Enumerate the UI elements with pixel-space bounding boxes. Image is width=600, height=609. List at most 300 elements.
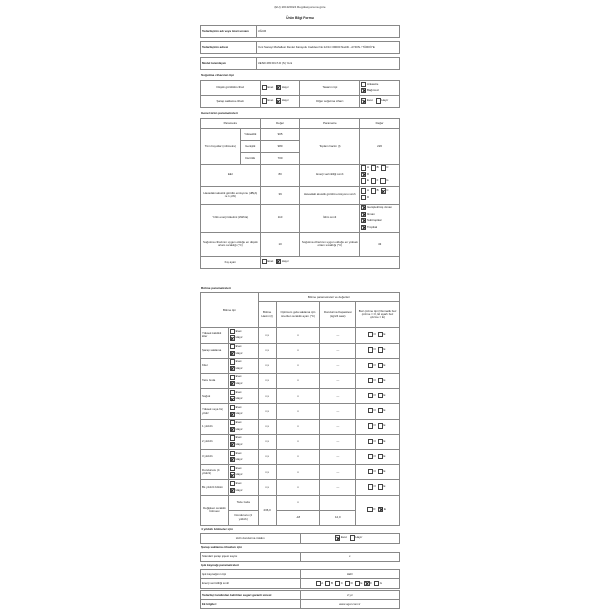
defrost-e-option <box>378 332 386 337</box>
defrost-o-checkbox[interactable] <box>368 378 373 383</box>
width-value: 980 <box>260 140 300 152</box>
energy-class-e-checkbox[interactable] <box>361 178 366 183</box>
option-label: Genişletilmiş ılıman <box>366 205 393 210</box>
option-label: Hayır <box>281 258 289 263</box>
compartment-defrost <box>356 404 400 419</box>
height-label: Yükseklik <box>240 128 260 140</box>
option-label: Evet <box>235 450 242 455</box>
compartment-section: Bölme parametreleri <box>201 285 231 290</box>
defrost-o-checkbox[interactable] <box>367 507 372 512</box>
compartment-row <box>201 404 400 419</box>
energy-class-c-checkbox[interactable] <box>381 165 389 170</box>
defrost-e-checkbox[interactable] <box>378 454 383 459</box>
defrost-o-option <box>368 469 376 474</box>
defrost-o-option <box>368 363 376 368</box>
compartment-name: Dondurucu (4 yıldızlı) <box>201 465 229 480</box>
climate-options <box>360 204 400 232</box>
defrost-o-checkbox[interactable] <box>368 393 373 398</box>
defrost-o-option <box>368 423 376 428</box>
volume-value: 226 <box>360 128 400 164</box>
option-label: A <box>321 580 324 585</box>
defrost-e-option <box>378 423 386 428</box>
compartment-yes-option <box>230 359 242 364</box>
option-label: Evet <box>235 420 242 425</box>
compartment-no-checkbox[interactable] <box>230 396 235 401</box>
variable-freeze2: 12,0 <box>320 510 356 525</box>
variable-defrost <box>356 495 400 525</box>
option-label: E <box>383 392 386 397</box>
noise-class-d-checkbox[interactable] <box>361 195 366 200</box>
light-class-g-option <box>374 581 382 586</box>
compartment-freeze: — <box>320 328 356 343</box>
compartment-no-checkbox[interactable] <box>230 488 235 493</box>
noise-value: 39 <box>260 186 300 204</box>
option-label: Evet <box>340 535 347 540</box>
cooling-type-table <box>200 80 400 108</box>
low-noise-label: Düşük gürültülü cihaz <box>201 81 261 96</box>
wine-section: Şarap saklama cihazları için <box>201 545 243 550</box>
compartment-yes-option <box>230 375 242 380</box>
compartment-row <box>201 389 400 404</box>
defrost-e-checkbox[interactable] <box>378 332 383 337</box>
compartment-yes-option <box>230 451 242 456</box>
compartment-no-checkbox[interactable] <box>230 412 235 417</box>
compartment-no-option <box>230 335 243 340</box>
option-label: O <box>373 423 376 428</box>
compartment-name: Yüksek kaldıklı kiler <box>201 328 229 343</box>
compartment-yes-checkbox[interactable] <box>230 405 235 410</box>
option-label: Hayır <box>281 84 289 89</box>
climate-subtropikal-checkbox[interactable] <box>361 218 366 223</box>
option-label: D <box>366 171 370 176</box>
compartment-volume: x,x <box>258 480 276 495</box>
option-label: O <box>373 469 376 474</box>
defrost-e-checkbox[interactable] <box>378 469 383 474</box>
energy-class-g-checkbox[interactable] <box>380 178 385 183</box>
compartment-name: 2 yıldızlı <box>201 434 229 449</box>
noise-class-b-checkbox[interactable] <box>371 188 376 193</box>
compartment-yes-checkbox[interactable] <box>230 375 235 380</box>
noise-label: Havadaki akustik gürültü emisyonu (dB(A) re 1 pW) <box>201 186 261 204</box>
address-label: Tedarikçinin adresi <box>201 42 257 54</box>
col-value-1: Değer <box>260 118 300 128</box>
option-label: Evet <box>267 258 274 263</box>
col-freeze: Dondurma Kapasitesi (kg/24 saat) <box>320 302 356 328</box>
four-star-section: 4 yıldızlı bölmeler için <box>201 526 233 531</box>
other-no-checkbox[interactable] <box>376 98 381 103</box>
compartment-name: Yüksek veya hiç yıldız <box>201 404 229 419</box>
energy-class-d-option <box>361 172 369 177</box>
option-label: A <box>366 188 369 193</box>
light-class-g-checkbox[interactable] <box>374 581 379 586</box>
defrost-o-option <box>368 393 376 398</box>
low-noise-no-checkbox[interactable] <box>276 85 281 90</box>
compartment-no-checkbox[interactable] <box>230 335 235 340</box>
defrost-o-checkbox[interactable] <box>368 423 373 428</box>
option-label: Evet <box>267 84 274 89</box>
compartment-presence <box>228 404 258 419</box>
compartment-no-checkbox[interactable] <box>230 366 235 371</box>
light-class-d-option <box>345 581 353 586</box>
option-label: Tropikal <box>366 224 378 229</box>
climate-tropikal-checkbox[interactable] <box>361 225 366 230</box>
compartment-temp: x <box>276 373 320 388</box>
compartment-row <box>201 450 400 465</box>
option-label: Evet <box>235 328 242 333</box>
compartment-no-option <box>230 366 243 371</box>
option-label: Hayır <box>235 365 243 370</box>
variable-label: Değişken sıcaklık bölmesi <box>201 495 229 525</box>
option-label: Evet <box>366 98 373 103</box>
defrost-o-checkbox[interactable] <box>368 454 373 459</box>
compartment-yes-option <box>230 466 242 471</box>
compartment-defrost <box>356 389 400 404</box>
wine-options <box>260 96 300 108</box>
defrost-o-checkbox[interactable] <box>368 408 373 413</box>
address-value: Yeni Sanayi Mahallesi Devlet Karayolu Caddesi No:12/1C 09000 Nazilli - AYDIN / TÜRKİYE <box>256 42 399 54</box>
supplier-label: Tedarikçinin adı veya ticari unvanı <box>201 26 257 38</box>
defrost-o-option <box>368 439 376 444</box>
col-param-2: Parametre <box>300 118 360 128</box>
option-label: Evet <box>235 374 242 379</box>
option-label: Hayır <box>355 535 363 540</box>
quick-freeze-label: Hızlı dondurma imkânı <box>201 534 301 544</box>
option-label: O <box>373 484 376 489</box>
light-class-e-checkbox[interactable] <box>355 580 363 586</box>
compartment-temp: x <box>276 434 320 449</box>
option-label: E <box>366 178 369 183</box>
light-class-label: Enerji verimliliği sınıfı <box>201 579 301 589</box>
light-class-b-checkbox[interactable] <box>325 581 330 586</box>
option-label: O <box>373 453 376 458</box>
defrost-o-option <box>368 484 376 489</box>
max-temp-value: 43 <box>360 232 400 256</box>
compartment-defrost <box>356 343 400 358</box>
height-value: 905 <box>260 128 300 140</box>
col-defrost: Buz çözme tipi (Otomatik buz çözme = O, El ayarlı buz çözme = E) <box>356 302 400 328</box>
defrost-e-checkbox[interactable] <box>378 393 383 398</box>
compartment-volume: x,x <box>258 328 276 343</box>
compartment-no-option <box>230 396 243 401</box>
quick-freeze-options <box>300 534 400 544</box>
annual-energy-label: Yıllık enerji tüketimi (kWh/a) <box>201 204 261 232</box>
compartment-name: 1 yıldızlı <box>201 419 229 434</box>
general-section: Genel ürün parametreleri <box>201 111 238 116</box>
compartment-no-checkbox[interactable] <box>230 442 235 447</box>
option-label: E <box>383 484 386 489</box>
light-class-c-option <box>335 581 343 586</box>
defrost-e-checkbox[interactable] <box>378 484 383 489</box>
compartment-yes-checkbox[interactable] <box>230 359 235 364</box>
option-label: Ilıman <box>366 211 375 216</box>
option-label: B <box>376 165 379 170</box>
option-label: Evet <box>235 359 242 364</box>
compartment-presence <box>228 373 258 388</box>
defrost-o-checkbox[interactable] <box>368 439 373 444</box>
compartment-no-checkbox[interactable] <box>230 427 235 432</box>
compartment-no-option <box>230 412 243 417</box>
low-noise-options <box>260 81 300 96</box>
compartment-yes-checkbox[interactable] <box>230 481 235 486</box>
option-label: O <box>373 347 376 352</box>
compartment-freeze: — <box>320 343 356 358</box>
compartment-temp: x <box>276 465 320 480</box>
col-value-2: Değer <box>360 118 400 128</box>
option-label: O <box>373 392 376 397</box>
compartment-presence <box>228 343 258 358</box>
wine-no-checkbox[interactable] <box>276 98 281 103</box>
option-label: E <box>383 438 386 443</box>
option-label: Bağımsız <box>366 88 380 93</box>
option-label: Hayır <box>235 396 243 401</box>
option-label: C <box>386 188 389 193</box>
defrost-e-option <box>378 454 386 459</box>
option-label: E <box>383 408 386 413</box>
option-label: Hayır <box>235 380 243 385</box>
supplier-value: UĞUR <box>256 26 399 38</box>
option-label: C <box>386 165 389 170</box>
compartment-defrost <box>356 328 400 343</box>
compartment-no-checkbox[interactable] <box>230 381 235 386</box>
noise-class-c-checkbox[interactable] <box>381 188 389 193</box>
supplier-table <box>200 25 400 70</box>
option-label: O <box>373 362 376 367</box>
dims-label: Tüm boyutlar (milimetre) <box>201 128 241 164</box>
quick-freeze-no-checkbox[interactable] <box>350 535 355 540</box>
compartment-volume: x,x <box>258 465 276 480</box>
option-label: O <box>373 332 376 337</box>
energy-class-f-checkbox[interactable] <box>371 178 376 183</box>
compartment-yes-checkbox[interactable] <box>230 344 235 349</box>
compartment-yes-option <box>230 329 242 334</box>
depth-label: Derinlik <box>240 152 260 164</box>
compartment-row <box>201 328 400 343</box>
noise-class-c-option <box>381 188 389 193</box>
compartment-yes-checkbox[interactable] <box>230 451 235 456</box>
compartment-freeze: — <box>320 389 356 404</box>
compartment-volume: x,x <box>258 450 276 465</box>
freestanding-checkbox[interactable] <box>361 88 366 93</box>
defrost-e-checkbox[interactable] <box>378 347 383 352</box>
warranty-value: 2 yıl <box>300 591 400 600</box>
wine-yes-checkbox[interactable] <box>262 98 267 103</box>
compartment-yes-option <box>230 481 242 486</box>
light-class-b-option <box>325 581 333 586</box>
option-label: O <box>373 377 376 382</box>
compartment-name: Taze Gıda <box>201 373 229 388</box>
energy-class-e-option <box>361 178 369 183</box>
option-label: Hayır <box>235 487 243 492</box>
energy-class-label: Enerji verimliliği sınıfı <box>300 164 360 186</box>
model-label: Model tanımlayıcı <box>201 58 257 70</box>
compartment-no-option <box>230 457 243 462</box>
compartment-yes-checkbox[interactable] <box>230 420 235 425</box>
option-label: F <box>370 580 372 585</box>
compartment-yes-option <box>230 435 242 440</box>
option-label: Ankastre <box>366 81 379 86</box>
compartment-presence <box>228 389 258 404</box>
wine-bottles-value: x <box>300 552 400 561</box>
defrost-e-checkbox[interactable] <box>378 423 383 428</box>
noise-class-a-checkbox[interactable] <box>361 188 366 193</box>
light-class-d-checkbox[interactable] <box>345 581 350 586</box>
option-label: Evet <box>235 481 242 485</box>
compartment-name: 3 yıldızlı <box>201 450 229 465</box>
option-label: Evet <box>267 98 274 103</box>
compartment-name: Soğuk <box>201 389 229 404</box>
compartment-defrost <box>356 465 400 480</box>
option-label: E <box>383 362 386 367</box>
compartment-volume: x,x <box>258 404 276 419</box>
wine-label: Şarap saklama cihazı <box>201 96 261 108</box>
defrost-e-checkbox[interactable] <box>378 378 383 383</box>
light-type-label: Işık kaynağının tipi <box>201 570 301 579</box>
energy-class-a-option <box>361 165 369 170</box>
compartment-volume: x,x <box>258 419 276 434</box>
defrost-o-checkbox[interactable] <box>368 484 373 489</box>
compartment-yes-option <box>230 344 242 349</box>
compartment-volume: x,x <box>258 373 276 388</box>
min-temp-label: Soğutma cihazının uygun olduğu en düşük ortam sıcaklığı (°C) <box>201 232 261 256</box>
compartment-no-option <box>230 472 243 477</box>
defrost-e-option <box>378 363 386 368</box>
light-class-a-option <box>316 581 324 586</box>
light-class-c-checkbox[interactable] <box>335 581 340 586</box>
defrost-o-option <box>368 347 376 352</box>
option-label: Evet <box>235 404 242 409</box>
compartment-temp: x <box>276 343 320 358</box>
option-label: E <box>383 423 386 428</box>
climate-label: İklim sınıfı <box>300 204 360 232</box>
compartment-presence <box>228 450 258 465</box>
option-label: G <box>379 580 382 585</box>
option-label: E <box>360 580 363 585</box>
compartment-yes-option <box>230 405 242 410</box>
light-class-options <box>300 579 400 589</box>
option-label: O <box>373 408 376 413</box>
regulation-header: (EU) 2019/2024 Regülasyonuna göre <box>274 5 326 9</box>
climate-geni-letilmi-l-man-checkbox[interactable] <box>361 205 366 210</box>
defrost-e-option <box>378 378 386 383</box>
eei-label: EEI <box>201 164 261 186</box>
design-type-options <box>360 81 400 96</box>
compartment-temp: x <box>276 389 320 404</box>
option-label: G <box>386 178 389 183</box>
defrost-o-option <box>368 408 376 413</box>
defrost-e-option <box>378 469 386 474</box>
compartment-row <box>201 358 400 373</box>
variable-sub1: Taze Gıda <box>228 495 258 510</box>
compartment-defrost <box>356 419 400 434</box>
light-class-f-checkbox[interactable] <box>364 581 369 586</box>
option-label: Hayır <box>381 98 389 103</box>
light-section: Işık kaynağı parametreleri <box>201 562 240 567</box>
winter-yes-checkbox[interactable] <box>262 259 267 264</box>
climate-geni-letilmi-l-man-option <box>361 205 392 210</box>
compartment-no-option <box>230 427 243 432</box>
col-type: Bölme tipi <box>201 293 259 328</box>
volume-label: Toplam hacim (l) <box>300 128 360 164</box>
energy-class-f-option <box>371 178 379 183</box>
option-label: O <box>373 438 376 443</box>
defrost-e-option <box>378 439 386 444</box>
other-yes-checkbox[interactable] <box>361 98 366 103</box>
defrost-o-checkbox[interactable] <box>368 469 373 474</box>
energy-class-d-checkbox[interactable] <box>361 172 366 177</box>
option-label: Hayır <box>235 472 243 477</box>
option-label: B <box>376 188 379 193</box>
compartment-yes-checkbox[interactable] <box>230 435 235 440</box>
compartment-no-option <box>230 351 243 356</box>
compartment-temp: x <box>276 450 320 465</box>
compartment-volume: x,x <box>258 434 276 449</box>
energy-class-b-option <box>371 165 379 170</box>
low-noise-yes-checkbox[interactable] <box>262 85 267 90</box>
compartment-yes-checkbox[interactable] <box>230 390 235 395</box>
compartment-yes-checkbox[interactable] <box>230 466 235 471</box>
light-class-a-checkbox[interactable] <box>316 580 324 586</box>
energy-class-a-checkbox[interactable] <box>361 165 366 170</box>
compartment-temp: x <box>276 358 320 373</box>
compartment-yes-option <box>230 420 242 425</box>
compartment-name: Bs yıldızlı bölüm <box>201 480 229 495</box>
defrost-o-checkbox[interactable] <box>368 332 373 337</box>
option-label: B <box>331 580 333 585</box>
climate-subtropikal-option <box>361 218 381 223</box>
compartment-freeze: — <box>320 404 356 419</box>
defrost-e-checkbox[interactable] <box>378 363 383 368</box>
compartment-no-checkbox[interactable] <box>230 457 235 462</box>
option-label: Evet <box>235 389 242 394</box>
wine-bottles-label: Standart şarap şişesi sayısı <box>201 552 301 561</box>
design-type-label: Tasarım tipi <box>300 81 360 96</box>
compartment-temp: x <box>276 419 320 434</box>
extra-value: www.ugur.com.tr <box>300 600 400 609</box>
compartment-row <box>201 480 400 495</box>
winter-no-checkbox[interactable] <box>276 259 281 264</box>
defrost-e-checkbox[interactable] <box>378 507 383 512</box>
compartment-table <box>200 292 400 525</box>
quick-freeze-yes-checkbox[interactable] <box>335 535 340 540</box>
compartment-no-checkbox[interactable] <box>230 472 235 477</box>
energy-class-b-checkbox[interactable] <box>371 165 376 170</box>
defrost-o-checkbox[interactable] <box>368 347 373 352</box>
defrost-e-checkbox[interactable] <box>378 408 383 413</box>
option-label: C <box>340 580 343 585</box>
defrost-e-option <box>378 347 386 352</box>
option-label: E <box>383 506 386 511</box>
defrost-o-checkbox[interactable] <box>368 363 373 368</box>
general-table <box>200 118 400 269</box>
compartment-freeze: — <box>320 450 356 465</box>
compartment-presence <box>228 434 258 449</box>
light-class-f-option <box>364 581 372 586</box>
defrost-e-checkbox[interactable] <box>378 439 383 444</box>
option-label: D <box>366 194 370 199</box>
form-title: Ürün Bilgi Formu <box>286 15 314 20</box>
compartment-row <box>201 343 400 358</box>
compartment-yes-checkbox[interactable] <box>230 329 235 334</box>
compartment-no-checkbox[interactable] <box>230 351 235 356</box>
noise-class-label: Havadaki akustik gürültü emisyonu sınıfı <box>300 186 360 204</box>
option-label: Hayır <box>281 98 289 103</box>
cooling-type-section: Soğutma cihazının tipi <box>201 73 234 78</box>
variable-temp1: x <box>276 495 320 510</box>
width-label: Genişlik <box>240 140 260 152</box>
built-in-checkbox[interactable] <box>361 82 366 87</box>
option-label: A <box>366 165 369 170</box>
climate-il-man-checkbox[interactable] <box>361 212 366 217</box>
